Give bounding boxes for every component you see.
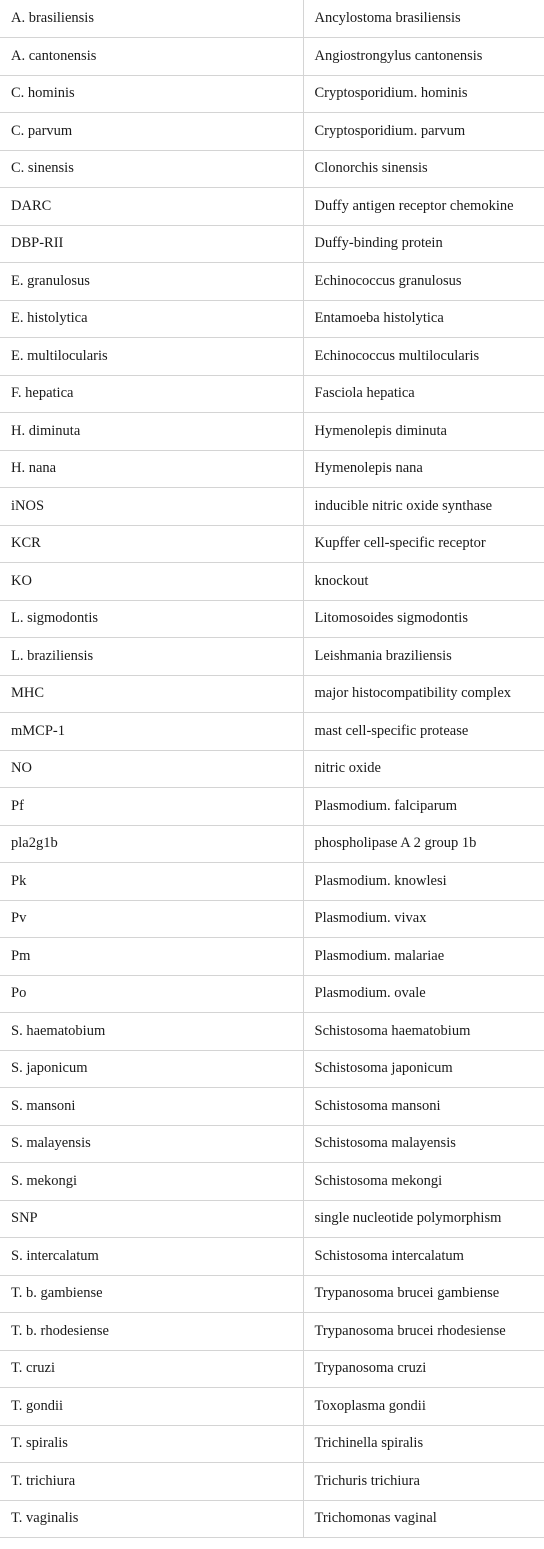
definition-cell: Schistosoma haematobium [314, 1022, 471, 1039]
table-row [0, 675, 544, 713]
table-row [0, 938, 544, 976]
abbreviation-cell: Pv [0, 900, 303, 938]
definition-cell: Schistosoma malayensis [314, 1135, 456, 1152]
definition-cell: Duffy antigen receptor chemokine [314, 197, 514, 214]
table-row [0, 450, 544, 488]
abbreviation-cell: NO [0, 750, 303, 788]
abbreviation-cell: T. b. rhodesiense [0, 1313, 303, 1351]
table-row [0, 788, 544, 826]
definition-cell: Trypanosoma brucei rhodesiense [314, 1322, 506, 1339]
abbreviation-cell: E. histolytica [0, 300, 303, 338]
definition-cell: Schistosoma mansoni [314, 1097, 441, 1114]
table-row [0, 38, 544, 76]
definition-cell: Plasmodium. falciparum [314, 797, 458, 814]
abbreviation-cell: E. granulosus [0, 263, 303, 301]
definition-cell: Fasciola hepatica [314, 385, 415, 402]
definition-cell: Entamoeba histolytica [314, 310, 444, 327]
abbreviation-cell: L. sigmodontis [0, 600, 303, 638]
abbreviation-cell: MHC [0, 675, 303, 713]
abbreviation-cell: DBP-RII [0, 225, 303, 263]
table-row [0, 1350, 544, 1388]
definition-cell: Echinococcus granulosus [314, 272, 462, 289]
abbreviation-cell: A. brasiliensis [0, 0, 303, 38]
table-row [0, 113, 544, 151]
table-row [0, 1238, 544, 1276]
definition-cell: Trichuris trichiura [314, 1472, 420, 1489]
definition-cell: single nucleotide polymorphism [314, 1210, 502, 1227]
abbreviation-cell: DARC [0, 188, 303, 226]
table-row [0, 975, 544, 1013]
definition-cell: Litomosoides sigmodontis [314, 610, 468, 627]
abbreviation-cell: S. mansoni [0, 1088, 303, 1126]
table-row [0, 488, 544, 526]
table-row [0, 638, 544, 676]
abbreviation-cell: mMCP-1 [0, 713, 303, 751]
table-row [0, 375, 544, 413]
definition-cell: Ancylostoma brasiliensis [314, 9, 461, 26]
definition-cell: Plasmodium. ovale [314, 985, 426, 1002]
table-row [0, 150, 544, 188]
abbreviation-cell: E. multilocularis [0, 338, 303, 376]
abbreviation-cell: pla2g1b [0, 825, 303, 863]
definition-cell: major histocompatibility complex [314, 685, 512, 702]
abbreviation-cell: SNP [0, 1200, 303, 1238]
definition-cell: Trypanosoma cruzi [314, 1360, 427, 1377]
table-row [0, 225, 544, 263]
table-row [0, 563, 544, 601]
definition-cell: Cryptosporidium. hominis [314, 85, 468, 102]
table-row [0, 1425, 544, 1463]
definition-cell: Duffy-binding protein [314, 235, 443, 252]
abbreviation-cell: T. trichiura [0, 1463, 303, 1501]
definition-cell: Leishmania braziliensis [314, 647, 452, 664]
definition-cell: Plasmodium. malariae [314, 947, 445, 964]
abbreviation-cell: S. intercalatum [0, 1238, 303, 1276]
abbreviation-cell: S. malayensis [0, 1125, 303, 1163]
abbreviation-cell: Pm [0, 938, 303, 976]
table-row [0, 300, 544, 338]
table-row [0, 1313, 544, 1351]
definition-cell: Cryptosporidium. parvum [314, 122, 466, 139]
abbreviation-cell: T. spiralis [0, 1425, 303, 1463]
table-row [0, 75, 544, 113]
abbreviation-cell: C. parvum [0, 113, 303, 151]
abbreviation-cell: S. haematobium [0, 1013, 303, 1051]
table-row [0, 0, 544, 38]
abbreviation-cell: C. sinensis [0, 150, 303, 188]
definition-cell: Toxoplasma gondii [314, 1397, 426, 1414]
table-row [0, 1200, 544, 1238]
table-row [0, 825, 544, 863]
definition-cell: Angiostrongylus cantonensis [314, 47, 483, 64]
table-row [0, 1088, 544, 1126]
definition-cell: Schistosoma japonicum [314, 1060, 453, 1077]
abbreviation-cell: S. japonicum [0, 1050, 303, 1088]
abbreviation-cell: T. vaginalis [0, 1500, 303, 1538]
table-row [0, 863, 544, 901]
abbreviation-cell: H. diminuta [0, 413, 303, 451]
table-row [0, 1013, 544, 1051]
definition-cell: mast cell-specific protease [314, 722, 469, 739]
table-row [0, 338, 544, 376]
table-row [0, 600, 544, 638]
abbreviation-cell: iNOS [0, 488, 303, 526]
abbreviation-cell: Pk [0, 863, 303, 901]
table-row [0, 413, 544, 451]
abbreviation-cell: Po [0, 975, 303, 1013]
definition-cell: Echinococcus multilocularis [314, 347, 480, 364]
definition-cell: Trypanosoma brucei gambiense [314, 1285, 500, 1302]
abbreviation-cell: C. hominis [0, 75, 303, 113]
definition-cell: Schistosoma mekongi [314, 1172, 443, 1189]
abbreviation-cell: T. b. gambiense [0, 1275, 303, 1313]
abbreviation-cell: L. braziliensis [0, 638, 303, 676]
table-row [0, 263, 544, 301]
table-row [0, 1163, 544, 1201]
definition-cell: Trichomonas vaginal [314, 1510, 437, 1527]
abbreviation-cell: S. mekongi [0, 1163, 303, 1201]
table-row [0, 1463, 544, 1501]
definition-cell: Plasmodium. knowlesi [314, 872, 447, 889]
definition-cell: Hymenolepis diminuta [314, 422, 447, 439]
table-row [0, 713, 544, 751]
table-row [0, 1275, 544, 1313]
abbreviation-cell: T. cruzi [0, 1350, 303, 1388]
abbreviation-cell: Pf [0, 788, 303, 826]
table-row [0, 1500, 544, 1538]
abbreviation-cell: KO [0, 563, 303, 601]
definition-cell: inducible nitric oxide synthase [314, 497, 493, 514]
definition-cell: Schistosoma intercalatum [314, 1247, 464, 1264]
table-row [0, 750, 544, 788]
table-row [0, 188, 544, 226]
table-row [0, 525, 544, 563]
definition-cell: knockout [314, 572, 369, 589]
abbreviation-cell: KCR [0, 525, 303, 563]
definition-cell: Kupffer cell-specific receptor [314, 535, 486, 552]
definition-cell: phospholipase A 2 group 1b [314, 835, 477, 852]
table-row [0, 900, 544, 938]
definition-cell: Plasmodium. vivax [314, 910, 427, 927]
definition-cell: Clonorchis sinensis [314, 160, 428, 177]
definition-cell: Trichinella spiralis [314, 1435, 424, 1452]
table-row [0, 1388, 544, 1426]
definition-cell: nitric oxide [314, 760, 381, 777]
abbreviation-cell: T. gondii [0, 1388, 303, 1426]
table-row [0, 1125, 544, 1163]
definition-cell: Hymenolepis nana [314, 460, 423, 477]
abbreviation-cell: F. hepatica [0, 375, 303, 413]
abbreviation-cell: A. cantonensis [0, 38, 303, 76]
table-row [0, 1050, 544, 1088]
abbreviation-cell: H. nana [0, 450, 303, 488]
